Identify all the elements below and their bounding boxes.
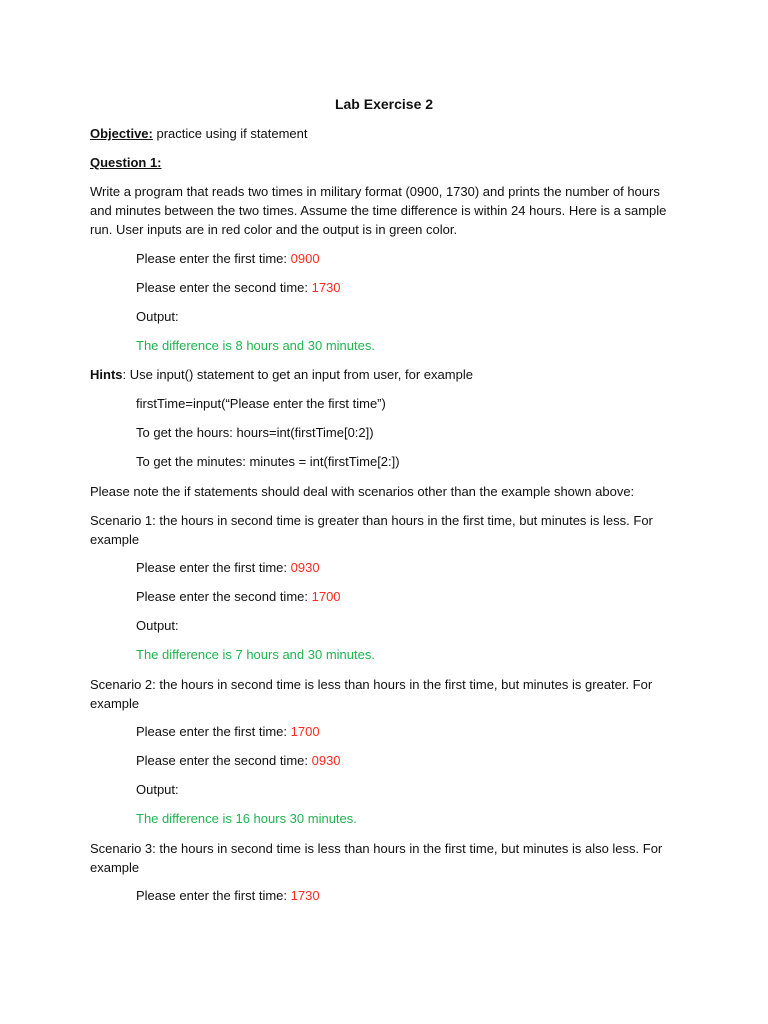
scenario2-second-prompt: Please enter the second time: <box>136 753 312 768</box>
scenarios-note: Please note the if statements should deal with scenarios other than the example shown above: <box>90 484 635 499</box>
scenario2-output-label: Output: <box>136 782 179 797</box>
scenario2-first-value: 1700 <box>290 724 320 739</box>
intro-line-3: run. User inputs are in red color and the output is in green color. <box>90 222 458 237</box>
scenario2-second-line <box>136 751 341 770</box>
objective-label: Objective: <box>90 126 153 141</box>
objective-line <box>90 124 308 143</box>
scenario1-line-1: Scenario 1: the hours in second time is greater than hours in the first time, but minutes is less. For <box>90 513 653 528</box>
sample-second-value: 1730 <box>311 280 341 295</box>
scenario1-output-label: Output: <box>136 618 179 633</box>
scenario3-line-2: example <box>90 860 140 875</box>
scenario2-line-1: Scenario 2: the hours in second time is less than hours in the first time, but minutes is greater. For <box>90 677 653 692</box>
sample-output-text: The difference is 8 hours and 30 minutes. <box>136 338 375 353</box>
hint-line-1: firstTime=input(“Please enter the first time”) <box>136 396 386 411</box>
scenario1-output-text: The difference is 7 hours and 30 minutes. <box>136 647 375 662</box>
scenario2-line-2: example <box>90 696 140 711</box>
scenario1-first-value: 0930 <box>290 560 320 575</box>
scenario2-first-prompt: Please enter the first time: <box>136 724 291 739</box>
hint-line-3: To get the minutes: minutes = int(firstTime[2:]) <box>136 454 400 469</box>
scenario2-first-line <box>136 722 320 741</box>
scenario1-line-2: example <box>90 532 140 547</box>
scenario1-second-value: 1700 <box>311 589 341 604</box>
sample-second-line <box>136 278 341 297</box>
sample-first-line <box>136 249 320 268</box>
scenario1-second-prompt: Please enter the second time: <box>136 589 312 604</box>
sample-second-prompt: Please enter the second time: <box>136 280 312 295</box>
question-heading <box>90 153 162 172</box>
intro-line-2: and minutes between the two times. Assume the time difference is within 24 hours. Here is a sample <box>90 203 667 218</box>
sample-first-value: 0900 <box>290 251 320 266</box>
question-label: Question 1: <box>90 155 162 170</box>
scenario1-first-line <box>136 558 320 577</box>
scenario3-first-line <box>136 886 320 905</box>
objective-text: practice using if statement <box>152 126 308 141</box>
sample-output-label: Output: <box>136 309 179 324</box>
hints-line <box>90 365 473 384</box>
scenario3-first-value: 1730 <box>290 888 320 903</box>
intro-line-1: Write a program that reads two times in military format (0900, 1730) and prints the number of hours <box>90 184 660 199</box>
page-title: Lab Exercise 2 <box>334 96 434 112</box>
scenario1-second-line <box>136 587 341 606</box>
hints-label: Hints <box>90 367 123 382</box>
hints-text: : Use input() statement to get an input from user, for example <box>122 367 473 382</box>
scenario1-first-prompt: Please enter the first time: <box>136 560 291 575</box>
scenario2-output-text: The difference is 16 hours 30 minutes. <box>136 811 357 826</box>
hint-line-2: To get the hours: hours=int(firstTime[0:2]) <box>136 425 374 440</box>
scenario2-second-value: 0930 <box>311 753 341 768</box>
scenario3-line-1: Scenario 3: the hours in second time is less than hours in the first time, but minutes is also less. For <box>90 841 663 856</box>
sample-first-prompt: Please enter the first time: <box>136 251 291 266</box>
scenario3-first-prompt: Please enter the first time: <box>136 888 291 903</box>
